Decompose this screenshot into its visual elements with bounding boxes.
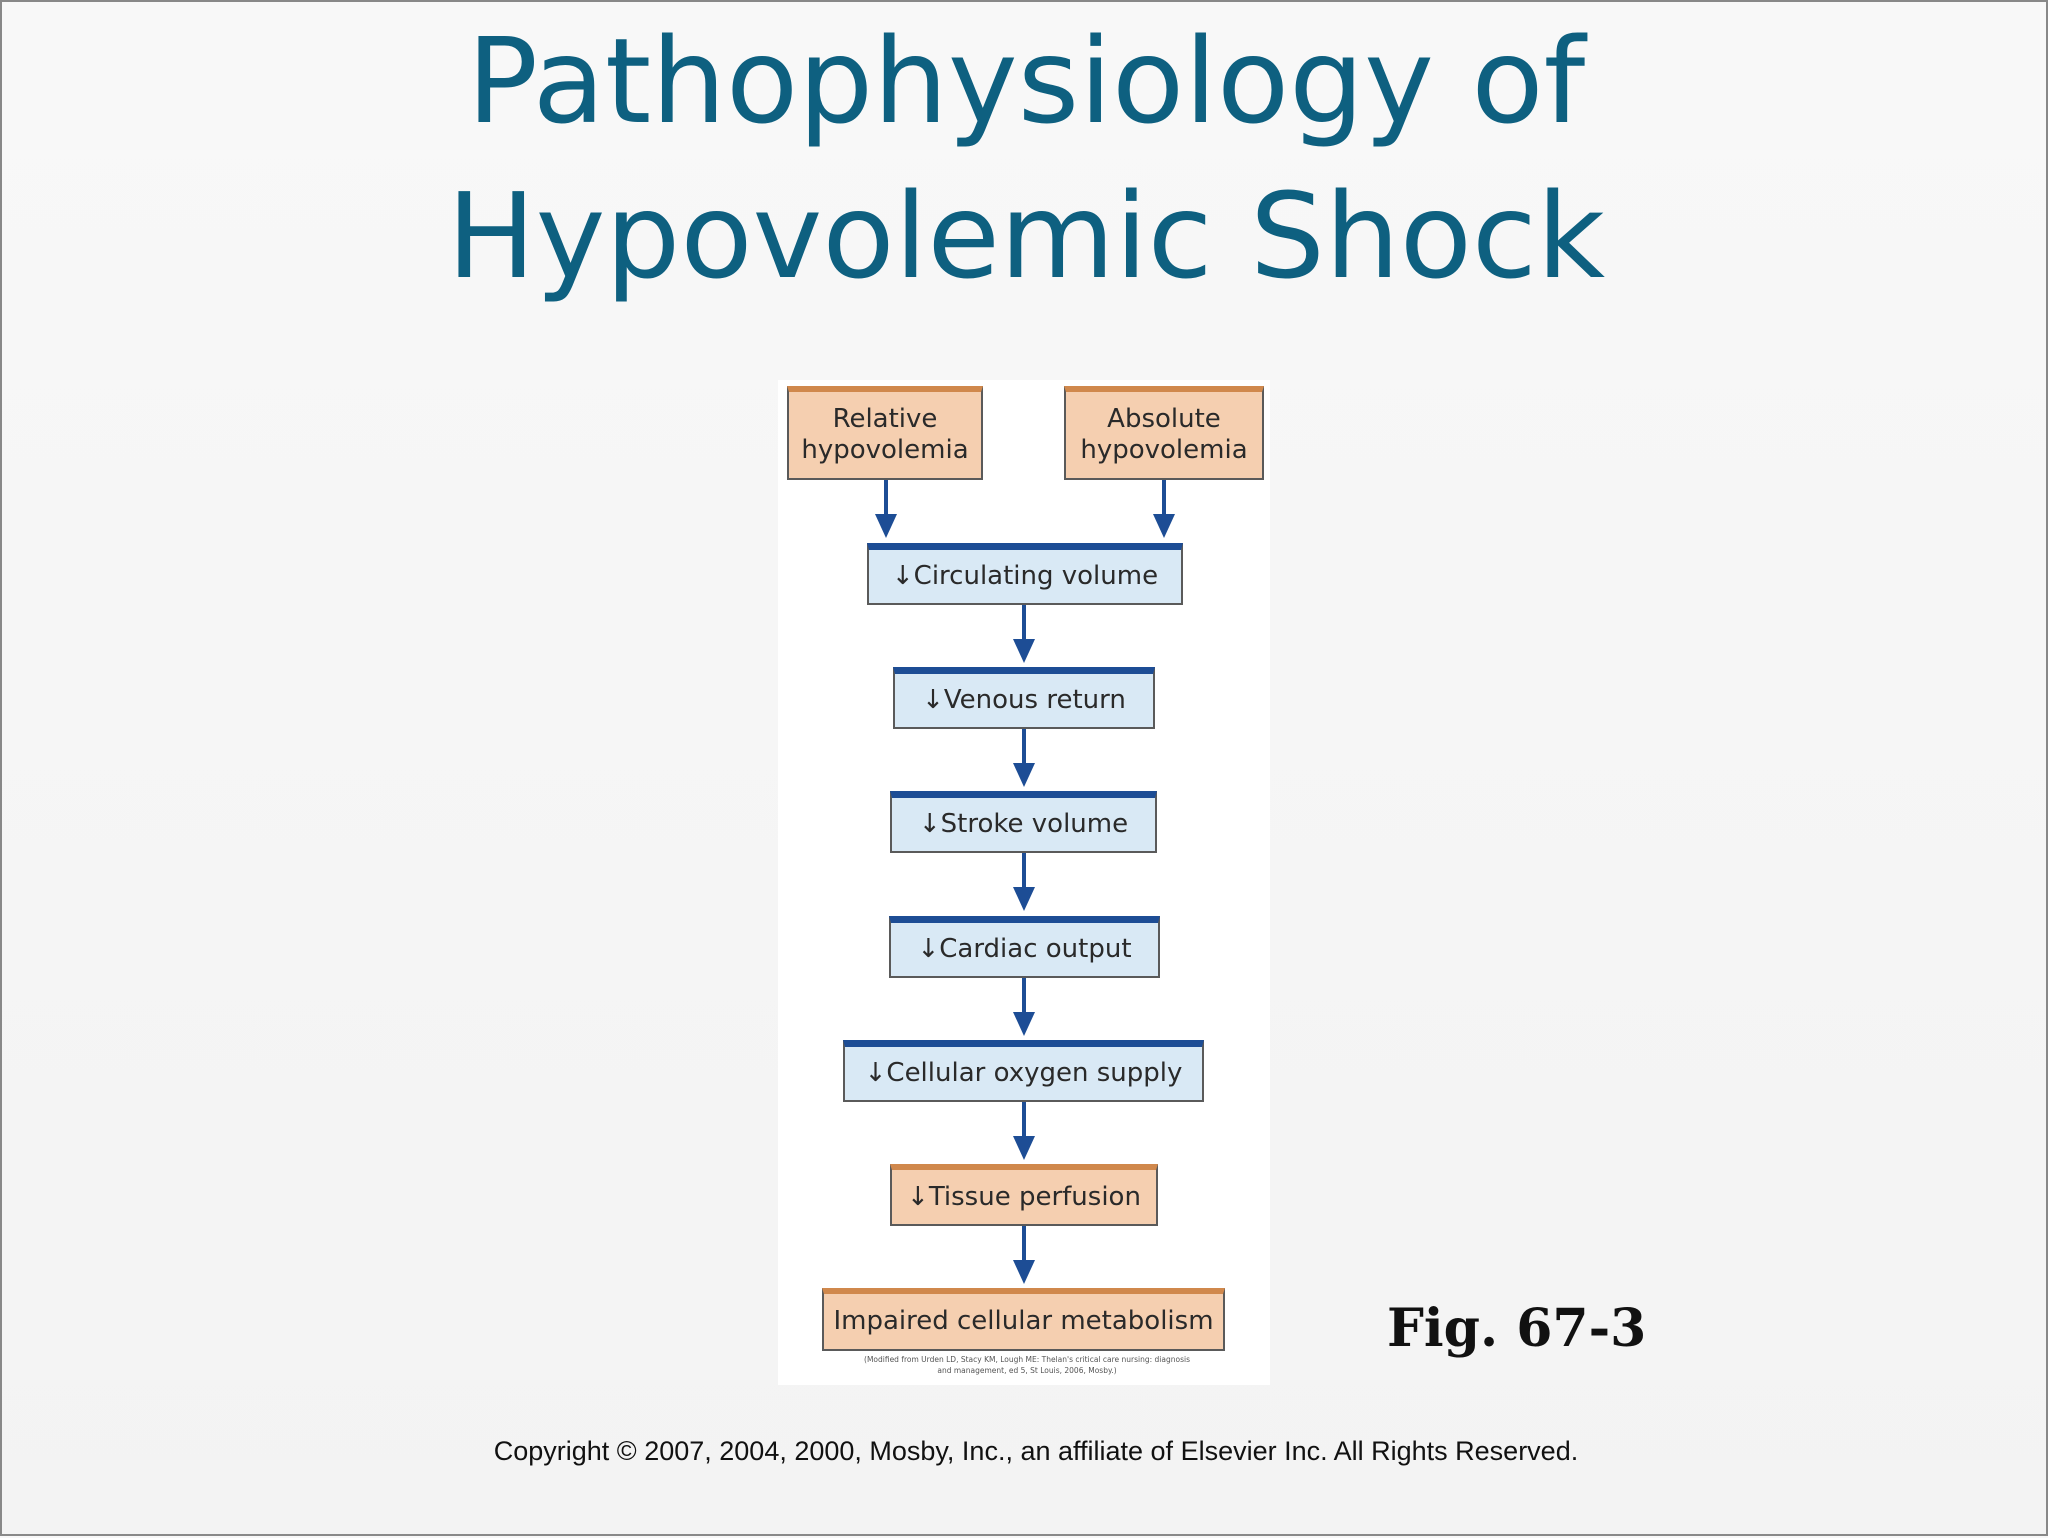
- node-stroke-volume: [890, 791, 1157, 853]
- slide-title: [2, 2, 2048, 314]
- node-cardiac-output: [889, 916, 1160, 978]
- figure-panel: [778, 380, 1270, 1385]
- figure-citation: [792, 1354, 1262, 1376]
- node-label: ↓Tissue perfusion: [907, 1181, 1141, 1212]
- node-circulating-volume: [867, 543, 1183, 605]
- citation-line-2: and management, ed 5, St Louis, 2006, Mosby.): [937, 1366, 1117, 1375]
- title-line-2: Hypovolemic Shock: [446, 167, 1606, 305]
- node-impaired-cellular-metabolism: [822, 1288, 1225, 1351]
- node-tissue-perfusion: [890, 1164, 1158, 1226]
- node-label: ↓Venous return: [922, 685, 1126, 715]
- figure-label: Fig. 67-3: [1387, 1298, 1647, 1359]
- node-relative-hypovolemia: [787, 386, 983, 480]
- node-label: ↓Circulating volume: [891, 561, 1159, 591]
- node-label: Absolute hypovolemia: [1080, 404, 1248, 465]
- citation-line-1: (Modified from Urden LD, Stacy KM, Lough ME: Thelan's critical care nursing: diagnosis: [864, 1355, 1190, 1364]
- node-label: ↓Cellular oxygen supply: [864, 1058, 1183, 1088]
- node-label: Impaired cellular metabolism: [833, 1306, 1214, 1336]
- node-label: ↓Cardiac output: [917, 934, 1132, 964]
- copyright-notice: Copyright © 2007, 2004, 2000, Mosby, Inc., an affiliate of Elsevier Inc. All Rights Reserved.: [493, 1436, 1579, 1466]
- title-line-1: Pathophysiology of: [466, 12, 1586, 150]
- node-label: ↓Stroke volume: [918, 809, 1129, 839]
- node-absolute-hypovolemia: [1064, 386, 1264, 480]
- node-label: Relative hypovolemia: [801, 404, 969, 465]
- node-venous-return: [893, 667, 1155, 729]
- node-cellular-oxygen-supply: [843, 1040, 1204, 1102]
